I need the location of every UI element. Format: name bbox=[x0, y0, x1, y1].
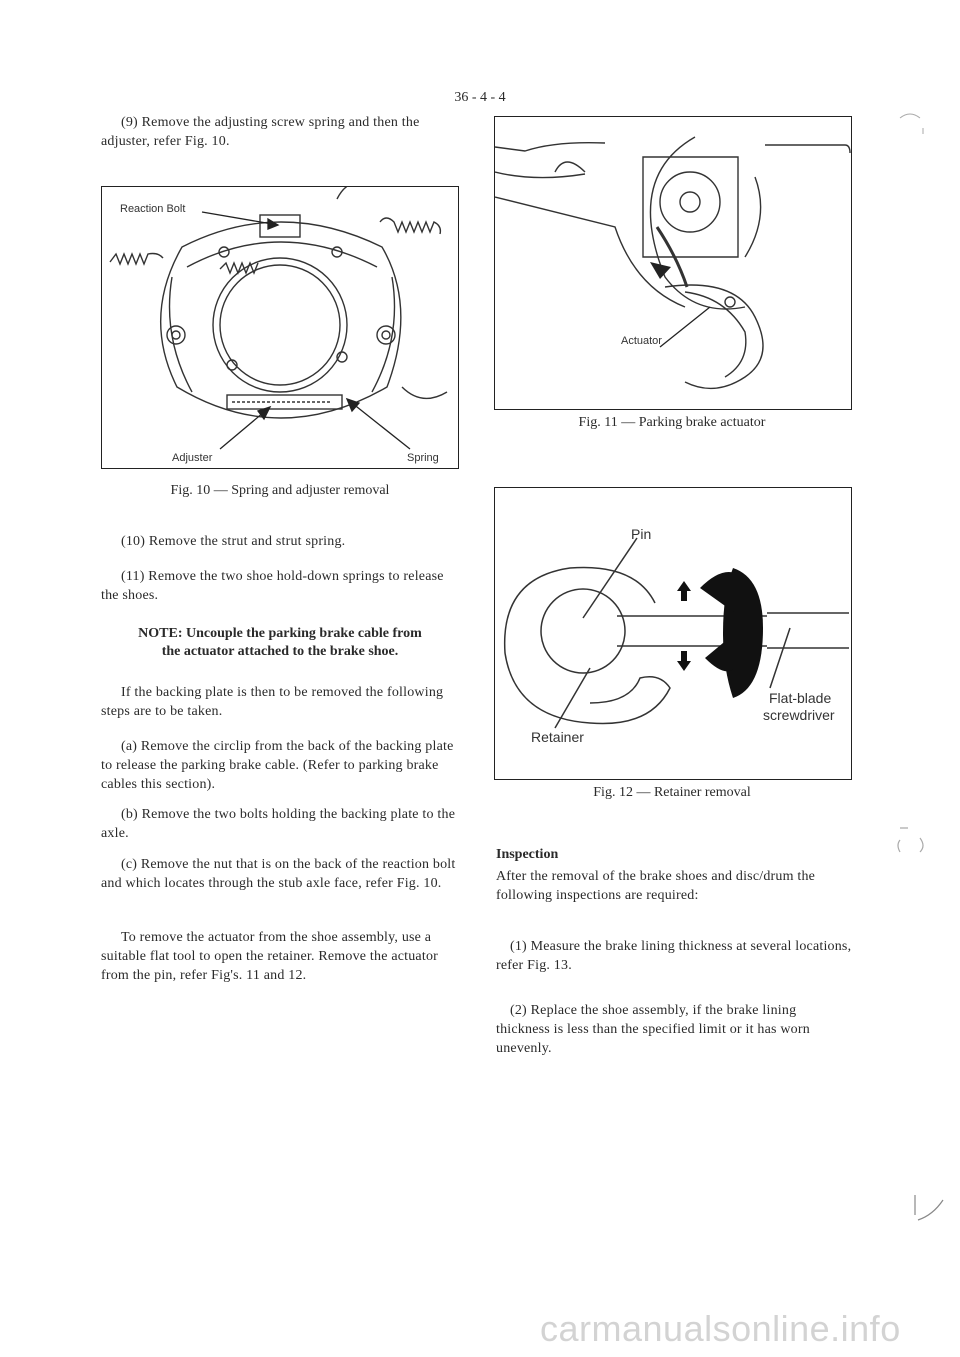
step-11: (11) Remove the two shoe hold-down springs to release the shoes. bbox=[101, 569, 444, 603]
actuator-illustration bbox=[495, 117, 851, 409]
label-adjuster: Adjuster bbox=[172, 452, 213, 464]
figure-12-caption: Fig. 12 — Retainer removal bbox=[593, 785, 751, 800]
step-a: (a) Remove the circlip from the back of the backing plate to release the parking brake cable. (Refer to parking brake cables this section). bbox=[101, 739, 454, 792]
label-spring: Spring bbox=[407, 452, 439, 464]
figure-11-caption: Fig. 11 — Parking brake actuator bbox=[578, 415, 766, 430]
margin-mark-mid bbox=[890, 820, 940, 860]
figure-12 bbox=[494, 487, 852, 780]
label-screwdriver: screwdriver bbox=[763, 707, 835, 723]
inspection-2: (2) Replace the shoe assembly, if the brake lining thickness is less than the specified limit or it has worn unevenly. bbox=[496, 1003, 810, 1056]
watermark: carmanualsonline.info bbox=[540, 1308, 901, 1349]
inspection-1: (1) Measure the brake lining thickness at several locations, refer Fig. 13. bbox=[496, 939, 852, 973]
step-c: (c) Remove the nut that is on the back of the reaction bolt and which locates through the stub axle face, refer Fig. 10. bbox=[101, 857, 456, 891]
note bbox=[101, 625, 459, 661]
margin-mark-top bbox=[895, 108, 935, 138]
page-number: 36 - 4 - 4 bbox=[454, 90, 506, 105]
label-flat-blade: Flat-blade bbox=[769, 690, 832, 706]
actuator-removal: To remove the actuator from the shoe assembly, use a suitable flat tool to open the retainer. Remove the actuator from the pin, refer Fig's. 11 and 12. bbox=[101, 930, 439, 983]
brake-assembly-illustration bbox=[102, 187, 458, 468]
note-line-1: NOTE: Uncouple the parking brake cable from bbox=[138, 626, 422, 641]
step-9: (9) Remove the adjusting screw spring and then the adjuster, refer Fig. 10. bbox=[101, 115, 420, 149]
label-actuator: Actuator bbox=[621, 335, 662, 347]
figure-10-caption: Fig. 10 — Spring and adjuster removal bbox=[170, 483, 390, 498]
label-reaction-bolt: Reaction Bolt bbox=[120, 203, 186, 215]
backing-plate-intro: If the backing plate is then to be removed the following steps are to be taken. bbox=[101, 685, 444, 719]
figure-11 bbox=[494, 116, 852, 410]
label-pin: Pin bbox=[631, 526, 652, 542]
note-line-2: the actuator attached to the brake shoe. bbox=[161, 644, 399, 659]
figure-10 bbox=[101, 186, 459, 469]
margin-mark-bottom bbox=[910, 1190, 950, 1240]
inspection-intro: After the removal of the brake shoes and disc/drum the following inspections are required: bbox=[496, 869, 816, 903]
step-10: (10) Remove the strut and strut spring. bbox=[121, 534, 346, 549]
inspection-heading: Inspection bbox=[496, 847, 559, 862]
step-b: (b) Remove the two bolts holding the backing plate to the axle. bbox=[101, 807, 456, 841]
label-retainer: Retainer bbox=[531, 729, 584, 745]
